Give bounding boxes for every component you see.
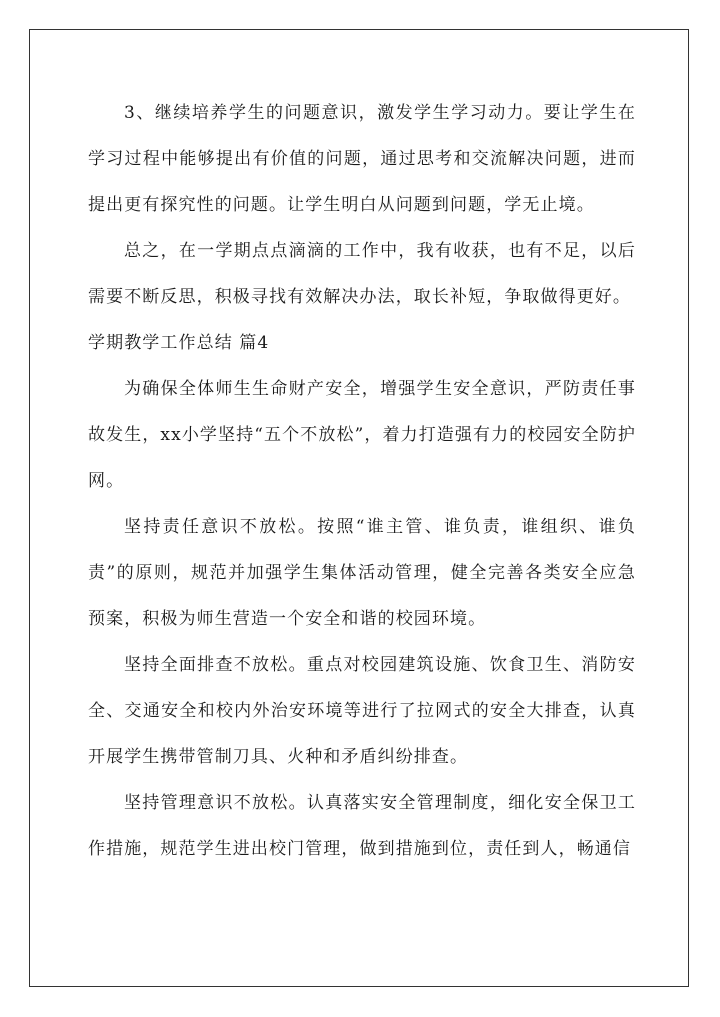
section-heading: 学期教学工作总结 篇4 [88, 333, 270, 353]
paragraph-responsibility: 坚持责任意识不放松。按照“谁主管、谁负责，谁组织、谁负责”的原则，规范并加强学生集体活动管理，健全完善各类安全应急预案，积极为师生营造一个安全和谐的校园环境。 [88, 517, 636, 629]
paragraph-conclusion: 总之，在一学期点点滴滴的工作中，我有收获，也有不足，以后需要不断反思，积极寻找有效解决办法，取长补短，争取做得更好。 [88, 241, 636, 307]
paragraph-safety-intro: 为确保全体师生生命财产安全，增强学生安全意识，严防责任事故发生，xx小学坚持“五个不放松”，着力打造强有力的校园安全防护网。 [88, 379, 636, 491]
paragraph-inspection: 坚持全面排查不放松。重点对校园建筑设施、饮食卫生、消防安全、交通安全和校内外治安环境等进行了拉网式的安全大排查，认真开展学生携带管制刀具、火种和矛盾纠纷排查。 [88, 655, 636, 767]
document-body [88, 90, 636, 872]
paragraph-management: 坚持管理意识不放松。认真落实安全管理制度，细化安全保卫工作措施，规范学生进出校门管理，做到措施到位，责任到人，畅通信 [88, 793, 636, 859]
paragraph-problem-awareness: 3、继续培养学生的问题意识，激发学生学习动力。要让学生在学习过程中能够提出有价值的问题，通过思考和交流解决问题，进而提出更有探究性的问题。让学生明白从问题到问题，学无止境。 [88, 103, 636, 215]
